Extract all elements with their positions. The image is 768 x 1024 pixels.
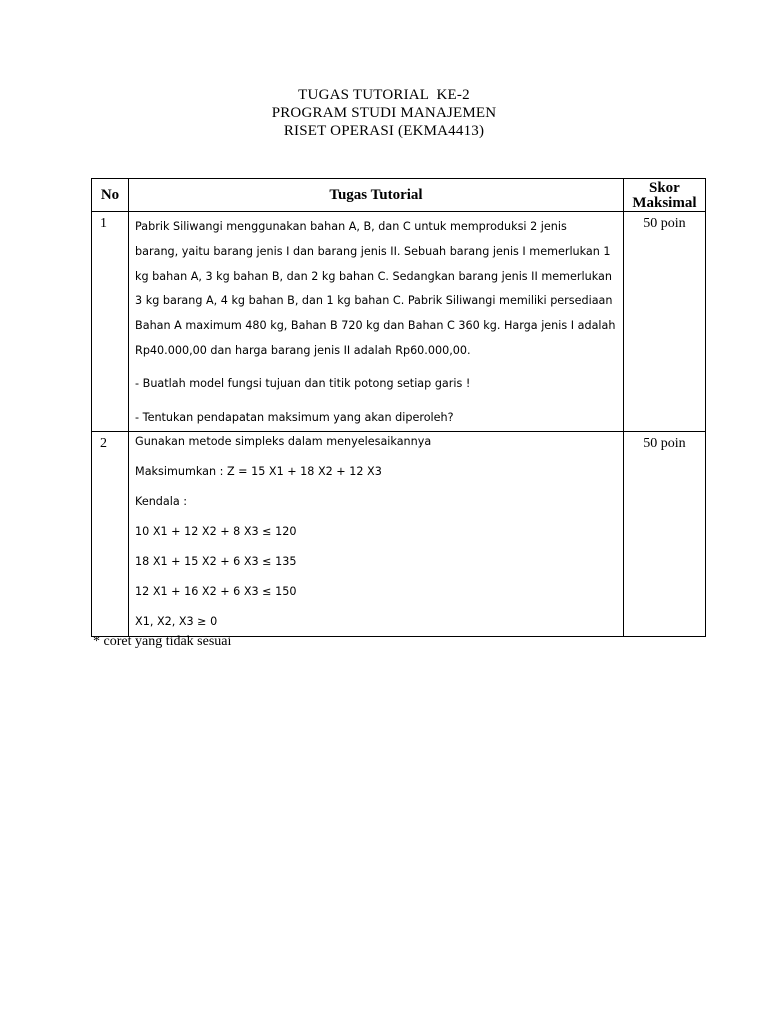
row-number: 1	[92, 212, 129, 432]
table-row	[92, 212, 706, 432]
document-header	[0, 86, 768, 140]
header-no: No	[92, 179, 129, 212]
task-line: barang, yaitu barang jenis I dan barang jenis II. Sebuah barang jenis I memerlukan 1	[135, 244, 611, 258]
task-line: kg bahan A, 3 kg bahan B, dan 2 kg bahan C. Sedangkan barang jenis II memerlukan	[135, 269, 612, 283]
constraint: 12 X1 + 16 X2 + 6 X3 ≤ 150	[135, 585, 297, 598]
constraint: X1, X2, X3 ≥ 0	[135, 615, 218, 628]
footnote: * coret yang tidak sesuai	[93, 634, 232, 649]
task-line: Pabrik Siliwangi menggunakan bahan A, B, dan C untuk memproduksi 2 jenis	[135, 220, 567, 233]
header-score-line2: Maksimal	[632, 195, 697, 211]
task-description	[129, 432, 624, 637]
constraint: 10 X1 + 12 X2 + 8 X3 ≤ 120	[135, 525, 297, 538]
table-header-row	[92, 179, 706, 212]
header-program: PROGRAM STUDI MANAJEMEN	[271, 105, 497, 121]
score-value: 50 poin	[623, 212, 705, 432]
task-bullet: - Buatlah model fungsi tujuan dan titik potong setiap garis !	[135, 376, 471, 390]
constraint: 18 X1 + 15 X2 + 6 X3 ≤ 135	[135, 555, 297, 568]
row-number: 2	[92, 432, 129, 637]
task-intro: Gunakan metode simpleks dalam menyelesaikannya	[135, 435, 432, 448]
header-task: Tugas Tutorial	[129, 179, 624, 212]
header-course: RISET OPERASI (EKMA4413)	[283, 123, 485, 139]
task-line: Rp40.000,00 dan harga barang jenis II adalah Rp60.000,00.	[135, 343, 471, 357]
constraints-label: Kendala :	[135, 495, 188, 508]
table-row	[92, 432, 706, 637]
header-title: TUGAS TUTORIAL KE-2	[298, 87, 470, 103]
objective-function: Maksimumkan : Z = 15 X1 + 18 X2 + 12 X3	[135, 465, 382, 478]
header-score-line1: Skor	[649, 180, 680, 196]
task-description	[129, 212, 624, 432]
tutorial-table	[91, 178, 706, 637]
header-score	[623, 179, 705, 212]
task-line: Bahan A maximum 480 kg, Bahan B 720 kg dan Bahan C 360 kg. Harga jenis I adalah	[135, 319, 616, 333]
task-line: 3 kg barang A, 4 kg bahan B, dan 1 kg bahan C. Pabrik Siliwangi memiliki persediaan	[135, 294, 613, 308]
score-value: 50 poin	[623, 432, 705, 637]
task-bullet: - Tentukan pendapatan maksimum yang akan diperoleh?	[135, 410, 454, 424]
